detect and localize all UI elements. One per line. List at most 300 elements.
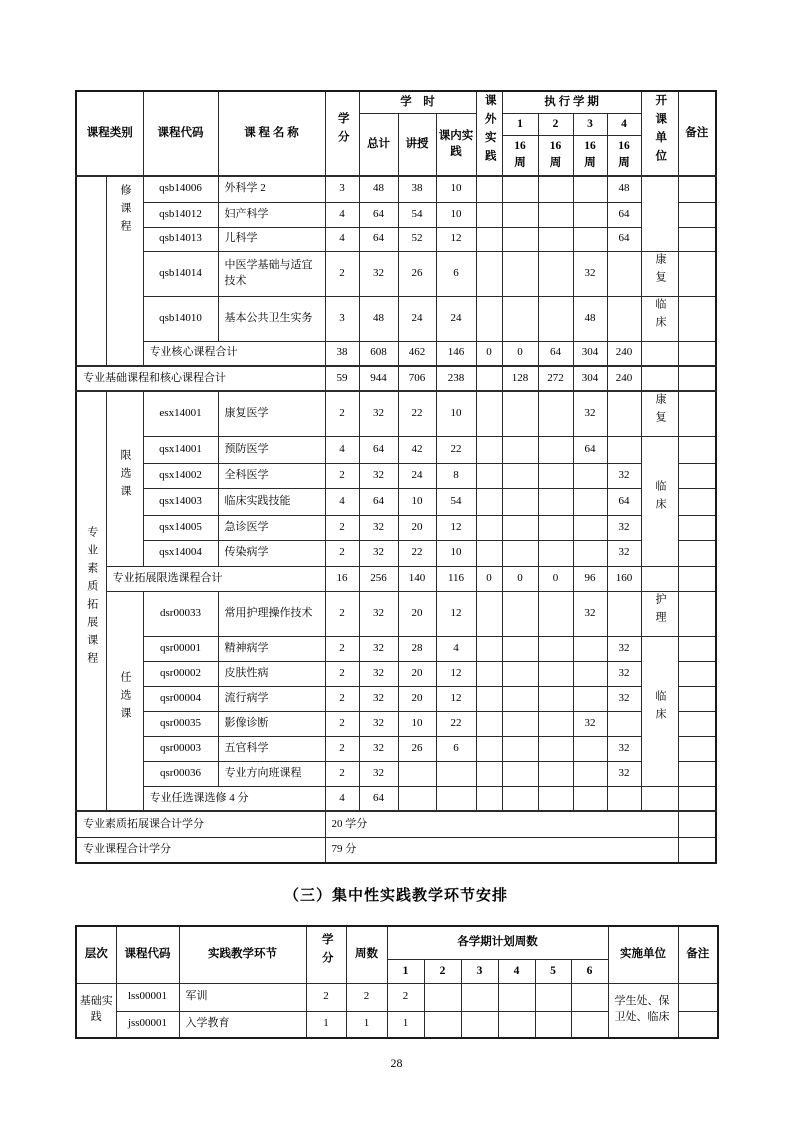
- data-cell: 2: [325, 591, 359, 636]
- data-cell: 2: [325, 686, 359, 711]
- course-name: 儿科学: [218, 227, 325, 251]
- data-cell: 64: [359, 488, 398, 515]
- data-cell: 59: [325, 366, 359, 391]
- vertical-text: 学分: [320, 933, 333, 971]
- course-name: 入学教育: [179, 1011, 306, 1038]
- data-cell: 3: [325, 296, 359, 341]
- remark-cell: [678, 176, 716, 202]
- empty-cell: [573, 636, 607, 661]
- data-cell: 32: [607, 686, 641, 711]
- data-cell: 462: [398, 341, 436, 366]
- empty-cell: [476, 591, 502, 636]
- data-cell: 4: [325, 436, 359, 463]
- empty-cell: [498, 1011, 535, 1038]
- data-cell: 0: [476, 566, 502, 591]
- vertical-text: 临床: [654, 480, 667, 517]
- data-cell: 6: [436, 251, 476, 296]
- data-cell: 4: [325, 786, 359, 811]
- header-cell: [502, 135, 538, 176]
- data-cell: 1: [346, 1011, 387, 1038]
- course-code: qsx14004: [143, 540, 218, 566]
- data-cell: 238: [436, 366, 476, 391]
- data-cell: 2: [325, 711, 359, 736]
- data-cell: 26: [398, 251, 436, 296]
- section-title: （三）集中性实践教学环节安排: [283, 887, 508, 904]
- header-cell: [538, 135, 573, 176]
- empty-cell: [398, 761, 436, 786]
- empty-cell: [476, 786, 502, 811]
- data-cell: 2: [325, 661, 359, 686]
- data-cell: 146: [436, 341, 476, 366]
- data-cell: 0: [502, 341, 538, 366]
- vertical-text: 护理: [654, 592, 667, 629]
- empty-cell: [398, 786, 436, 811]
- summary-value: 79 分: [325, 837, 678, 863]
- col-header-remark: 备注: [678, 91, 716, 176]
- data-cell: 2: [325, 636, 359, 661]
- vertical-text: 课外实践: [483, 93, 496, 168]
- data-cell: 32: [607, 761, 641, 786]
- data-cell: 32: [359, 251, 398, 296]
- data-cell: 2: [325, 736, 359, 761]
- data-cell: 32: [607, 540, 641, 566]
- col-header-sem1: 1: [502, 113, 538, 135]
- data-cell: 48: [359, 176, 398, 202]
- empty-cell: [538, 761, 573, 786]
- data-cell: 32: [359, 736, 398, 761]
- data-cell: 2: [387, 983, 424, 1011]
- data-cell: 1: [306, 1011, 346, 1038]
- empty-cell: [502, 591, 538, 636]
- empty-cell: [538, 202, 573, 227]
- empty-cell: [538, 786, 573, 811]
- empty-cell: [573, 176, 607, 202]
- empty-cell: [607, 591, 641, 636]
- unit-cell: [641, 566, 678, 591]
- subcategory-cell: [106, 591, 143, 811]
- data-cell: 2: [325, 251, 359, 296]
- col-header-sem3: 3: [461, 959, 498, 983]
- col-header-practice: 实践教学环节: [179, 926, 306, 983]
- unit-cell: [641, 391, 678, 436]
- data-cell: 48: [573, 296, 607, 341]
- col-header-lecture: 讲授: [398, 113, 436, 176]
- subcategory-cell: [106, 176, 143, 366]
- data-cell: 22: [436, 711, 476, 736]
- empty-cell: [502, 391, 538, 436]
- col-header-inclass: 课内实践: [436, 113, 476, 176]
- unit-cell: [641, 786, 678, 811]
- data-cell: 24: [398, 463, 436, 488]
- course-code: qsb14010: [143, 296, 218, 341]
- summary-label: 专业素质拓展课合计学分: [76, 811, 325, 837]
- unit-cell: [641, 366, 678, 391]
- data-cell: 48: [607, 176, 641, 202]
- data-cell: 32: [573, 591, 607, 636]
- empty-cell: [571, 983, 608, 1011]
- wrapped-text: 16周: [549, 140, 562, 170]
- data-cell: 706: [398, 366, 436, 391]
- col-header-semesters: 执 行 学 期: [502, 91, 641, 113]
- data-cell: 64: [607, 202, 641, 227]
- empty-cell: [502, 515, 538, 540]
- empty-cell: [538, 736, 573, 761]
- data-cell: 22: [398, 391, 436, 436]
- course-name: 流行病学: [218, 686, 325, 711]
- empty-cell: [502, 686, 538, 711]
- course-code: qsx14003: [143, 488, 218, 515]
- empty-cell: [535, 1011, 571, 1038]
- data-cell: 12: [436, 591, 476, 636]
- empty-cell: [476, 227, 502, 251]
- col-header-sem2: 2: [424, 959, 461, 983]
- data-cell: 32: [359, 515, 398, 540]
- data-cell: 2: [325, 540, 359, 566]
- data-cell: 54: [436, 488, 476, 515]
- empty-cell: [476, 296, 502, 341]
- empty-cell: [538, 636, 573, 661]
- data-cell: 32: [573, 711, 607, 736]
- course-code: qsr00035: [143, 711, 218, 736]
- data-cell: 32: [359, 636, 398, 661]
- empty-cell: [573, 227, 607, 251]
- course-name: 五官科学: [218, 736, 325, 761]
- unit-cell: [641, 636, 678, 786]
- course-code: qsr00002: [143, 661, 218, 686]
- course-code: qsr00001: [143, 636, 218, 661]
- empty-cell: [538, 591, 573, 636]
- empty-cell: [476, 463, 502, 488]
- remark-cell: [678, 983, 718, 1011]
- empty-cell: [476, 251, 502, 296]
- empty-cell: [607, 786, 641, 811]
- data-cell: 12: [436, 661, 476, 686]
- data-cell: 20: [398, 686, 436, 711]
- vertical-text: 临床: [654, 690, 667, 727]
- data-cell: 2: [346, 983, 387, 1011]
- data-cell: 10: [398, 711, 436, 736]
- empty-cell: [538, 661, 573, 686]
- vertical-text: 学分: [336, 112, 349, 150]
- empty-cell: [502, 227, 538, 251]
- category-cell: [76, 391, 106, 811]
- empty-cell: [573, 661, 607, 686]
- wrapped-text: 16周: [618, 140, 630, 170]
- empty-cell: [502, 761, 538, 786]
- data-cell: 12: [436, 686, 476, 711]
- data-cell: 608: [359, 341, 398, 366]
- empty-cell: [436, 761, 476, 786]
- col-header-sem4: 4: [498, 959, 535, 983]
- data-cell: 0: [476, 341, 502, 366]
- vertical-text: 限选课: [119, 449, 131, 503]
- course-code: qsr00003: [143, 736, 218, 761]
- empty-cell: [538, 488, 573, 515]
- data-cell: 32: [359, 591, 398, 636]
- data-cell: 2: [325, 463, 359, 488]
- empty-cell: [538, 515, 573, 540]
- empty-cell: [538, 176, 573, 202]
- course-name: 急诊医学: [218, 515, 325, 540]
- course-code: dsr00033: [143, 591, 218, 636]
- unit-cell: [641, 176, 678, 251]
- remark-cell: [678, 488, 716, 515]
- data-cell: 12: [436, 515, 476, 540]
- empty-cell: [498, 983, 535, 1011]
- data-cell: 64: [538, 341, 573, 366]
- course-name: 中医学基础与适宜技术: [218, 251, 325, 296]
- data-cell: 64: [359, 202, 398, 227]
- empty-cell: [607, 296, 641, 341]
- summary-label: 专业任选课选修 4 分: [143, 786, 325, 811]
- data-cell: 944: [359, 366, 398, 391]
- empty-cell: [502, 296, 538, 341]
- empty-cell: [476, 436, 502, 463]
- empty-cell: [424, 983, 461, 1011]
- course-name: 军训: [179, 983, 306, 1011]
- unit-cell: [641, 436, 678, 566]
- empty-cell: [502, 786, 538, 811]
- course-name: 临床实践技能: [218, 488, 325, 515]
- col-header-sem4: 4: [607, 113, 641, 135]
- empty-cell: [573, 202, 607, 227]
- category-cell: 基础实践: [76, 983, 116, 1038]
- data-cell: 32: [359, 686, 398, 711]
- data-cell: 1: [387, 1011, 424, 1038]
- remark-cell: [678, 366, 716, 391]
- course-name: 基本公共卫生实务: [218, 296, 325, 341]
- vertical-text: 临床: [654, 297, 667, 334]
- empty-cell: [538, 540, 573, 566]
- empty-cell: [535, 983, 571, 1011]
- empty-cell: [502, 251, 538, 296]
- data-cell: 64: [359, 227, 398, 251]
- data-cell: 32: [607, 515, 641, 540]
- empty-cell: [476, 488, 502, 515]
- empty-cell: [502, 636, 538, 661]
- data-cell: 6: [436, 736, 476, 761]
- empty-cell: [476, 515, 502, 540]
- remark-cell: [678, 736, 716, 761]
- empty-cell: [424, 1011, 461, 1038]
- practice-schedule-table: [75, 925, 719, 1039]
- data-cell: 32: [359, 661, 398, 686]
- wrapped-text: 16周: [584, 140, 596, 170]
- header-cell: [573, 135, 607, 176]
- data-cell: 240: [607, 341, 641, 366]
- unit-cell: [641, 251, 678, 296]
- course-code: lss00001: [116, 983, 179, 1011]
- course-code: esx14001: [143, 391, 218, 436]
- empty-cell: [538, 711, 573, 736]
- remark-cell: [678, 811, 716, 837]
- data-cell: 304: [573, 366, 607, 391]
- data-cell: 272: [538, 366, 573, 391]
- empty-cell: [573, 540, 607, 566]
- data-cell: 2: [325, 761, 359, 786]
- col-header-sem6: 6: [571, 959, 608, 983]
- data-cell: 3: [325, 176, 359, 202]
- data-cell: 32: [607, 463, 641, 488]
- remark-cell: [678, 341, 716, 366]
- data-cell: 10: [436, 176, 476, 202]
- col-header-unit: [641, 91, 678, 176]
- vertical-text: 开课单位: [654, 93, 667, 168]
- empty-cell: [573, 736, 607, 761]
- course-code: qsr00004: [143, 686, 218, 711]
- empty-cell: [571, 1011, 608, 1038]
- data-cell: 54: [398, 202, 436, 227]
- data-cell: 32: [359, 540, 398, 566]
- empty-cell: [436, 786, 476, 811]
- data-cell: 32: [573, 391, 607, 436]
- course-name: 皮肤性病: [218, 661, 325, 686]
- data-cell: 140: [398, 566, 436, 591]
- data-cell: 240: [607, 366, 641, 391]
- empty-cell: [538, 686, 573, 711]
- data-cell: 4: [325, 202, 359, 227]
- data-cell: 32: [573, 251, 607, 296]
- data-cell: 2: [325, 391, 359, 436]
- data-cell: 4: [325, 488, 359, 515]
- remark-cell: [678, 566, 716, 591]
- summary-label: 专业拓展限选课程合计: [106, 566, 325, 591]
- course-name: 预防医学: [218, 436, 325, 463]
- col-header-name: 课 程 名 称: [218, 91, 325, 176]
- remark-cell: [678, 202, 716, 227]
- course-name: 精神病学: [218, 636, 325, 661]
- data-cell: 256: [359, 566, 398, 591]
- remark-cell: [678, 436, 716, 463]
- unit-cell: [641, 296, 678, 341]
- empty-cell: [476, 366, 502, 391]
- empty-cell: [573, 515, 607, 540]
- remark-cell: [678, 686, 716, 711]
- data-cell: 32: [359, 711, 398, 736]
- unit-cell: [641, 591, 678, 636]
- data-cell: 116: [436, 566, 476, 591]
- data-cell: 4: [325, 227, 359, 251]
- empty-cell: [538, 463, 573, 488]
- empty-cell: [573, 488, 607, 515]
- col-header-hours: 学 时: [359, 91, 476, 113]
- course-code: qsx14002: [143, 463, 218, 488]
- course-name: 影像诊断: [218, 711, 325, 736]
- remark-cell: [678, 661, 716, 686]
- data-cell: 128: [502, 366, 538, 391]
- remark-cell: [678, 636, 716, 661]
- data-cell: 24: [398, 296, 436, 341]
- empty-cell: [502, 436, 538, 463]
- empty-cell: [607, 711, 641, 736]
- course-code: jss00001: [116, 1011, 179, 1038]
- empty-cell: [476, 391, 502, 436]
- empty-cell: [538, 227, 573, 251]
- data-cell: 48: [359, 296, 398, 341]
- vertical-text: 专业素质拓展课程: [85, 526, 98, 671]
- data-cell: 20: [398, 591, 436, 636]
- data-cell: 16: [325, 566, 359, 591]
- summary-label: 专业基础课程和核心课程合计: [76, 366, 325, 391]
- col-header-sem1: 1: [387, 959, 424, 983]
- empty-cell: [607, 391, 641, 436]
- empty-cell: [476, 711, 502, 736]
- col-header-level: 层次: [76, 926, 116, 983]
- empty-cell: [538, 436, 573, 463]
- col-header-code: 课程代码: [116, 926, 179, 983]
- course-name: 全科医学: [218, 463, 325, 488]
- remark-cell: [678, 463, 716, 488]
- data-cell: 22: [436, 436, 476, 463]
- data-cell: 38: [325, 341, 359, 366]
- empty-cell: [607, 251, 641, 296]
- empty-cell: [502, 488, 538, 515]
- empty-cell: [476, 736, 502, 761]
- data-cell: 64: [607, 227, 641, 251]
- data-cell: 32: [359, 463, 398, 488]
- col-header-total: 总计: [359, 113, 398, 176]
- data-cell: 10: [436, 391, 476, 436]
- header-cell: [607, 135, 641, 176]
- empty-cell: [502, 540, 538, 566]
- data-cell: 22: [398, 540, 436, 566]
- empty-cell: [573, 686, 607, 711]
- course-name: 外科学 2: [218, 176, 325, 202]
- col-header-category: 课程类别: [76, 91, 143, 176]
- col-header-sem2: 2: [538, 113, 573, 135]
- course-name: 传染病学: [218, 540, 325, 566]
- data-cell: 2: [325, 515, 359, 540]
- empty-cell: [538, 391, 573, 436]
- data-cell: 10: [398, 488, 436, 515]
- data-cell: 32: [359, 761, 398, 786]
- data-cell: 2: [306, 983, 346, 1011]
- data-cell: 32: [607, 661, 641, 686]
- empty-cell: [461, 983, 498, 1011]
- summary-value: 20 学分: [325, 811, 678, 837]
- data-cell: 12: [436, 227, 476, 251]
- remark-cell: [678, 251, 716, 296]
- data-cell: 26: [398, 736, 436, 761]
- empty-cell: [476, 761, 502, 786]
- empty-cell: [538, 296, 573, 341]
- empty-cell: [502, 202, 538, 227]
- empty-cell: [573, 786, 607, 811]
- data-cell: 160: [607, 566, 641, 591]
- empty-cell: [461, 1011, 498, 1038]
- summary-label: 专业核心课程合计: [143, 341, 325, 366]
- data-cell: 304: [573, 341, 607, 366]
- course-name: 妇产科学: [218, 202, 325, 227]
- empty-cell: [538, 251, 573, 296]
- empty-cell: [502, 736, 538, 761]
- vertical-text: 康复: [654, 393, 667, 429]
- category-cell: [76, 176, 106, 366]
- empty-cell: [573, 761, 607, 786]
- data-cell: 32: [359, 391, 398, 436]
- col-header-credit: [325, 91, 359, 176]
- remark-cell: [678, 591, 716, 636]
- col-header-remark: 备注: [678, 926, 718, 983]
- empty-cell: [502, 463, 538, 488]
- col-header-sem5: 5: [535, 959, 571, 983]
- data-cell: 42: [398, 436, 436, 463]
- course-code: qsx14001: [143, 436, 218, 463]
- data-cell: 10: [436, 202, 476, 227]
- subcategory-cell: [106, 391, 143, 566]
- col-header-extracurricular: [476, 91, 502, 176]
- remark-cell: [678, 711, 716, 736]
